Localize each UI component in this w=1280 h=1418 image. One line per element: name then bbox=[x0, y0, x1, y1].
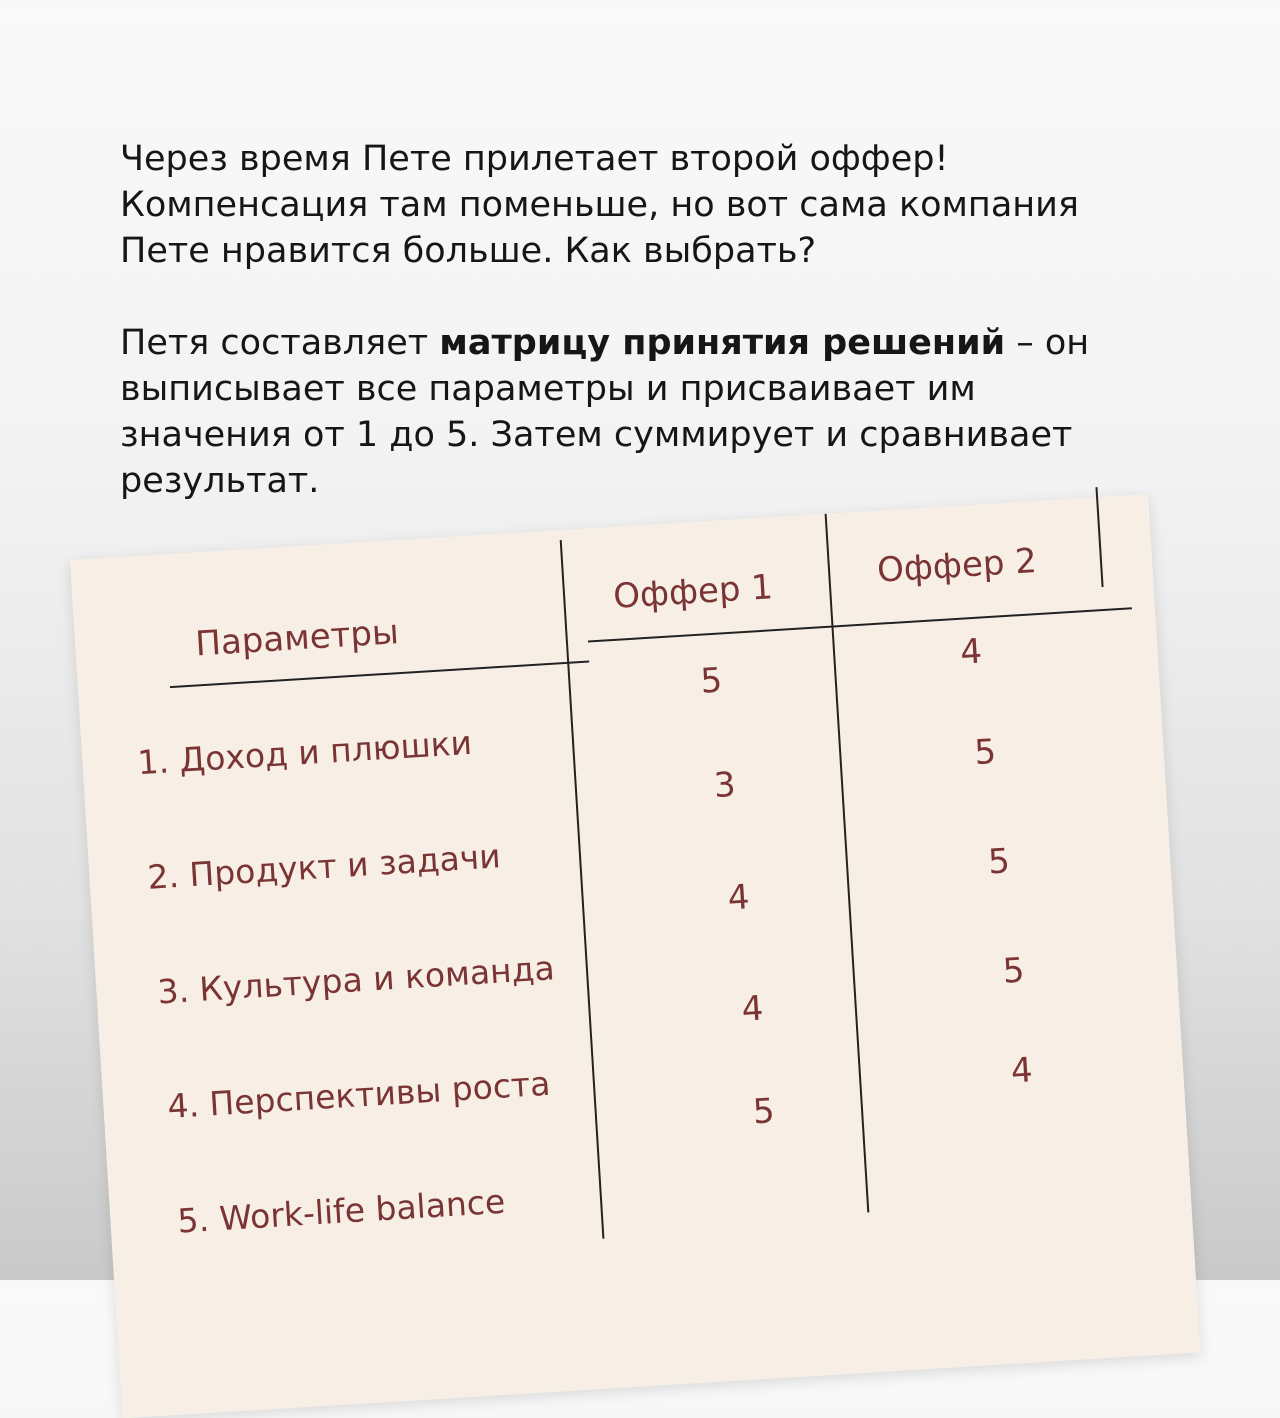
offer-2-score-row-2: 5 bbox=[973, 731, 998, 774]
offer-1-score-row-2: 3 bbox=[712, 764, 737, 807]
offer-2-score-row-4: 5 bbox=[1001, 950, 1026, 992]
offer-1-score-row-5: 5 bbox=[751, 1091, 776, 1133]
intro-line-3: Пете нравится больше. Как выбрать? bbox=[120, 231, 817, 271]
header-divider-left bbox=[170, 660, 589, 688]
param-row-4: 4. Перспективы роста bbox=[166, 1063, 552, 1127]
header-offer-2: Оффер 2 bbox=[875, 541, 1038, 591]
intro-line-7: результат. bbox=[120, 461, 320, 501]
intro-line-4 bbox=[120, 320, 1200, 366]
offer-2-score-row-1: 4 bbox=[959, 631, 984, 673]
header-offer-1: Оффер 1 bbox=[612, 567, 775, 617]
intro-line-1: Через время Пете прилетает второй оффер! bbox=[120, 139, 949, 179]
offer-1-score-row-3: 4 bbox=[726, 877, 751, 919]
param-row-1: 1. Доход и плюшки bbox=[136, 722, 474, 783]
offer-1-score-row-1: 5 bbox=[699, 660, 724, 702]
intro-line-6: значения от 1 до 5. Затем суммирует и сравнивает bbox=[120, 415, 1073, 455]
decision-matrix-term: матрицу принятия решений bbox=[439, 323, 1006, 363]
intro-text bbox=[120, 136, 1200, 504]
param-row-3: 3. Культура и команда bbox=[156, 948, 556, 1012]
offer-2-score-row-3: 5 bbox=[986, 841, 1012, 883]
header-params: Параметры bbox=[194, 612, 400, 665]
offer-1-score-row-4: 4 bbox=[740, 988, 765, 1030]
intro-line-4-end: – он bbox=[1005, 323, 1090, 363]
column-divider-1 bbox=[560, 540, 605, 1239]
intro-line-4-start: Петя составляет bbox=[120, 323, 440, 363]
column-divider-3 bbox=[1095, 487, 1103, 587]
offer-2-score-row-5: 4 bbox=[1009, 1050, 1034, 1092]
column-divider-2 bbox=[825, 514, 870, 1213]
param-row-2: 2. Продукт и задачи bbox=[146, 836, 502, 897]
decision-matrix-sheet bbox=[70, 494, 1200, 1418]
intro-line-5: выписывает все параметры и присваивает им bbox=[120, 369, 976, 409]
param-row-5: 5. Work-life balance bbox=[176, 1181, 507, 1241]
intro-line-2: Компенсация там поменьше, но вот сама компания bbox=[120, 185, 1079, 225]
